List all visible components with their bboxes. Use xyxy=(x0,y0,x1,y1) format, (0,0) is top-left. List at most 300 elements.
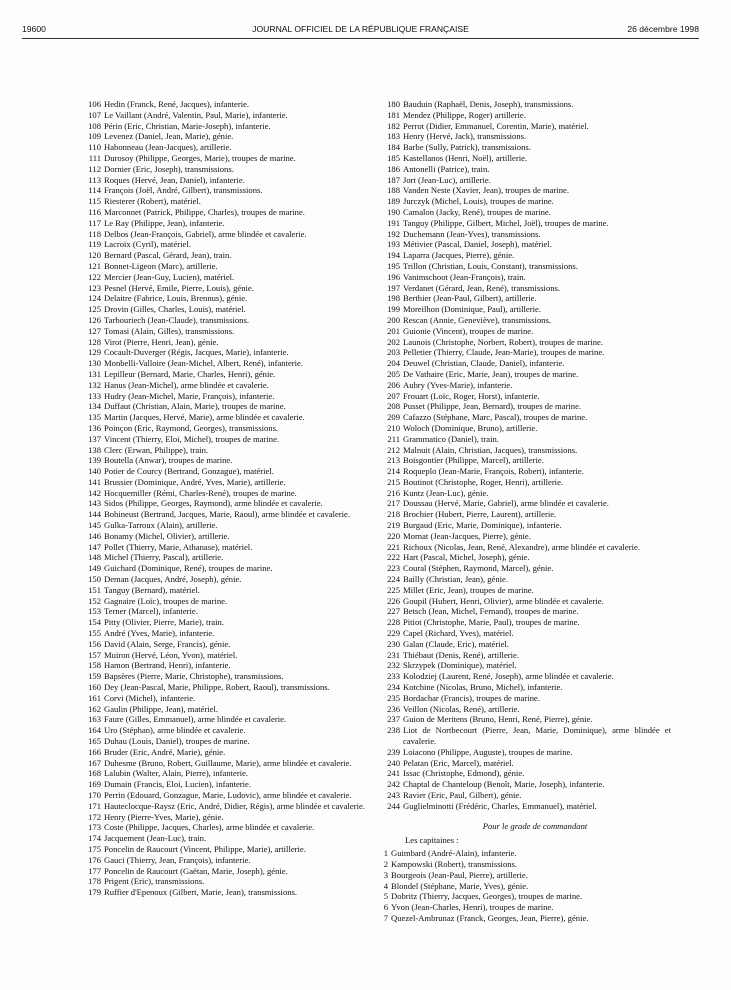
list-item xyxy=(80,520,380,531)
list-item xyxy=(80,628,380,639)
list-item xyxy=(379,596,671,607)
list-item xyxy=(379,848,671,859)
officer-entry: Uro (Stéphan), arme blindée et cavalerie. xyxy=(104,725,246,736)
list-item xyxy=(379,801,671,812)
section-subtitle: Les capitaines : xyxy=(405,835,459,846)
rank-number: 158 xyxy=(88,660,101,671)
list-item xyxy=(379,682,671,693)
list-item xyxy=(80,509,380,520)
list-item xyxy=(379,261,671,272)
officer-entry: Camalon (Jacky, René), troupes de marine. xyxy=(403,206,551,217)
right-column xyxy=(379,99,671,924)
officer-entry: Bonamy (Michel, Olivier), artillerie. xyxy=(104,530,230,541)
officer-entry: Veillon (Nicolas, René), artillerie. xyxy=(403,703,520,714)
list-item xyxy=(80,261,380,272)
rank-number: 227 xyxy=(387,606,400,617)
list-item xyxy=(379,902,671,913)
rank-number: 128 xyxy=(88,336,101,347)
rank-number: 189 xyxy=(387,196,400,207)
officer-entry: Bailly (Christian, Jean), génie. xyxy=(403,574,509,585)
officer-entry: Laparra (Jacques, Pierre), génie. xyxy=(403,250,515,261)
list-item xyxy=(379,488,671,499)
list-item xyxy=(80,164,380,175)
rank-number: 130 xyxy=(88,358,101,369)
list-item xyxy=(379,628,671,639)
rank-number: 210 xyxy=(387,422,400,433)
officer-entry: Kastellanos (Henri, Noël), artillerie. xyxy=(403,152,528,163)
list-item xyxy=(80,423,380,434)
officer-entry: Hocquemiller (Rémi, Charles-René), troupes de marine. xyxy=(104,487,297,498)
list-item xyxy=(80,185,380,196)
rank-number: 204 xyxy=(387,358,400,369)
rank-number: 109 xyxy=(88,131,101,142)
officer-entry: Corvi (Michel), infanterie. xyxy=(104,692,196,703)
list-item xyxy=(80,401,380,412)
rank-number: 226 xyxy=(387,595,400,606)
list-item xyxy=(80,391,380,402)
list-item xyxy=(379,326,671,337)
section-title: Pour le grade de commandant xyxy=(482,820,588,831)
officer-entry: Habonneau (Jean-Jacques), artillerie. xyxy=(104,142,232,153)
list-item xyxy=(379,229,671,240)
list-item xyxy=(379,315,671,326)
rank-number: 146 xyxy=(88,530,101,541)
list-item xyxy=(80,131,380,142)
rank-number: 127 xyxy=(88,325,101,336)
list-item xyxy=(80,725,380,736)
officer-entry: Coste (Philippe, Jacques, Charles), arme blindée et cavalerie. xyxy=(104,822,315,833)
right-column-list xyxy=(379,99,671,812)
officer-entry: Guglielminotti (Frédéric, Charles, Emmanuel), matériel. xyxy=(403,800,597,811)
list-item xyxy=(379,153,671,164)
officer-entry: Thiébaut (Denis, René), artillerie. xyxy=(403,649,519,660)
rank-number: 236 xyxy=(387,703,400,714)
officer-entry: Monbelli-Valloire (Jean-Michel, Albert, René), infanterie. xyxy=(104,358,304,369)
list-item xyxy=(80,833,380,844)
officer-entry: Hudry (Jean-Michel, Marie, François), infanterie. xyxy=(104,390,275,401)
list-item xyxy=(80,347,380,358)
rank-number: 197 xyxy=(387,282,400,293)
list-item xyxy=(379,531,671,542)
officer-entry: Dumain (Francis, Eloi, Lucien), infanterie. xyxy=(104,779,252,790)
journal-title: JOURNAL OFFICIEL DE LA RÉPUBLIQUE FRANÇAISE xyxy=(252,24,469,34)
list-item xyxy=(379,239,671,250)
list-item xyxy=(379,574,671,585)
rank-number: 219 xyxy=(387,520,400,531)
list-item xyxy=(80,110,380,121)
officer-entry: Bauduin (Raphaël, Denis, Joseph), transmissions. xyxy=(403,99,574,109)
list-item xyxy=(379,617,671,628)
list-item xyxy=(379,660,671,671)
list-item xyxy=(80,326,380,337)
rank-number: 121 xyxy=(88,260,101,271)
rank-number: 166 xyxy=(88,746,101,757)
list-item xyxy=(80,758,380,769)
officer-entry: Lacroix (Cyril), matériel. xyxy=(104,239,191,250)
rank-number: 235 xyxy=(387,692,400,703)
officer-entry: Guionie (Vincent), troupes de marine. xyxy=(403,325,534,336)
rank-number: 137 xyxy=(88,433,101,444)
officer-entry: Bonnet-Ligeon (Marc), artillerie. xyxy=(104,260,218,271)
rank-number: 169 xyxy=(88,779,101,790)
officer-entry: De Vathaire (Eric, Marie, Jean), troupes de marine. xyxy=(403,368,579,379)
rank-number: 229 xyxy=(387,628,400,639)
officer-entry: Poncelin de Raucourt (Gaëtan, Marie, Joseph), génie. xyxy=(104,865,288,876)
officer-entry: Capel (Richard, Yves), matériel. xyxy=(403,628,514,639)
list-item xyxy=(379,445,671,456)
officer-entry: Marconnet (Patrick, Philippe, Charles), troupes de marine. xyxy=(104,206,305,217)
officer-entry: Coural (Stéphen, Raymond, Marcel), génie. xyxy=(403,563,554,574)
rank-number: 174 xyxy=(88,833,101,844)
list-item xyxy=(80,563,380,574)
list-item xyxy=(379,859,671,870)
list-item xyxy=(80,682,380,693)
list-item xyxy=(80,855,380,866)
page-header xyxy=(22,24,699,38)
rank-number: 212 xyxy=(387,444,400,455)
rank-number: 7 xyxy=(383,912,388,923)
list-item xyxy=(379,477,671,488)
officer-entry: Barbe (Sully, Patrick), transmissions. xyxy=(403,142,531,153)
list-item xyxy=(80,315,380,326)
officer-entry: Roques (Hervé, Jean, Daniel), infanterie. xyxy=(104,174,245,185)
officer-entry: Pitty (Olivier, Pierre, Marie), train. xyxy=(104,617,224,628)
rank-number: 154 xyxy=(88,617,101,628)
rank-number: 129 xyxy=(88,347,101,358)
rank-number: 181 xyxy=(387,109,400,120)
officer-entry: Delbos (Jean-François, Gabriel), arme blindée et cavalerie. xyxy=(104,228,307,239)
rank-number: 186 xyxy=(387,163,400,174)
officer-entry: Martin (Jacques, Hervé, Marie), arme blindée et cavalerie. xyxy=(104,412,305,423)
officer-entry: Ruffier d'Epenoux (Gilbert, Marie, Jean), transmissions. xyxy=(104,887,298,898)
rank-number: 215 xyxy=(387,476,400,487)
rank-number: 188 xyxy=(387,185,400,196)
list-item xyxy=(379,142,671,153)
list-item xyxy=(80,196,380,207)
list-item xyxy=(379,99,671,110)
officer-entry: Kampowski (Robert), transmissions. xyxy=(391,858,518,869)
officer-entry: Vanimschoot (Jean-François), train. xyxy=(403,271,526,282)
officer-entry: Brochier (Hubert, Pierre, Laurent), artillerie. xyxy=(403,509,557,520)
list-item xyxy=(379,779,671,790)
list-item xyxy=(80,229,380,240)
officer-entry: Gauci (Thierry, Jean, François), infanterie. xyxy=(104,854,251,865)
rank-number: 194 xyxy=(387,250,400,261)
list-item xyxy=(80,650,380,661)
officer-entry: Sidos (Philippe, Georges, Raymond), arme blindée et cavalerie. xyxy=(104,498,323,509)
list-item xyxy=(80,369,380,380)
list-item xyxy=(379,913,671,924)
rank-number: 176 xyxy=(88,854,101,865)
rank-number: 118 xyxy=(88,228,101,239)
officer-entry: Pesnel (Hervé, Emile, Pierre, Louis), génie. xyxy=(104,282,254,293)
list-item xyxy=(80,585,380,596)
list-item xyxy=(80,747,380,758)
officer-entry: Bernard (Pascal, Gérard, Jean), train. xyxy=(104,250,232,261)
officer-entry: Deman (Jacques, André, Joseph), génie. xyxy=(104,574,242,585)
officer-entry: Duhesme (Bruno, Robert, Guillaume, Marie), arme blindée et cavalerie. xyxy=(104,757,352,768)
rank-number: 223 xyxy=(387,563,400,574)
rank-number: 110 xyxy=(88,142,101,153)
list-item xyxy=(379,175,671,186)
list-item xyxy=(379,563,671,574)
officer-entry: Hart (Pascal, Michel, Joseph), génie. xyxy=(403,552,530,563)
officer-entry: Duhau (Louis, Daniel), troupes de marine. xyxy=(104,736,250,747)
officer-entry: Bourgeois (Jean-Paul, Pierre), artillerie. xyxy=(391,869,528,880)
rank-number: 151 xyxy=(88,584,101,595)
officer-entry: Skrzypek (Dominique), matériel. xyxy=(403,660,517,671)
rank-number: 211 xyxy=(387,433,400,444)
list-item xyxy=(379,639,671,650)
list-item xyxy=(80,552,380,563)
officer-entry: Bruder (Eric, André, Marie), génie. xyxy=(104,746,226,757)
officer-entry: Launois (Christophe, Norbert, Robert), troupes de marine. xyxy=(403,336,603,347)
officer-entry: Jurczyk (Michel, Louis), troupes de marine. xyxy=(403,196,554,207)
rank-number: 1 xyxy=(383,848,388,859)
officer-entry: Deuwel (Christian, Claude, Daniel), infanterie. xyxy=(403,358,565,369)
list-item xyxy=(80,434,380,445)
rank-number: 112 xyxy=(88,163,101,174)
officer-entry: Jacquement (Jean-Luc), train. xyxy=(104,833,207,844)
rank-number: 153 xyxy=(88,606,101,617)
officer-entry: Muiron (Hervé, Léon, Yvon), matériel. xyxy=(104,649,238,660)
list-item xyxy=(80,293,380,304)
rank-number: 114 xyxy=(88,185,101,196)
rank-number: 140 xyxy=(88,466,101,477)
officer-entry: Perrin (Edouard, Gonzague, Marie, Ludovic), arme blindée et cavalerie. xyxy=(104,790,352,800)
officer-entry: Vanden Neste (Xavier, Jean), troupes de marine. xyxy=(403,185,569,196)
officer-entry: Verdanet (Gérard, Jean, René), transmissions. xyxy=(403,282,561,293)
officer-entry: Dornier (Eric, Joseph), transmissions. xyxy=(104,163,234,174)
officer-entry: Ravier (Eric, Paul, Gilbert), génie. xyxy=(403,790,522,800)
officer-entry: Pelletier (Thierry, Claude, Jean-Marie), troupes de marine. xyxy=(403,347,605,358)
rank-number: 142 xyxy=(88,487,101,498)
rank-number: 113 xyxy=(88,174,101,185)
rank-number: 124 xyxy=(88,293,101,304)
list-item xyxy=(80,574,380,585)
list-item xyxy=(80,714,380,725)
rank-number: 131 xyxy=(88,368,101,379)
officer-entry: Gaulin (Philippe, Jean), matériel. xyxy=(104,703,219,714)
rank-number: 135 xyxy=(88,412,101,423)
officer-entry: Virot (Pierre, Henri, Jean), génie. xyxy=(104,336,219,347)
rank-number: 214 xyxy=(387,466,400,477)
rank-number: 180 xyxy=(387,99,400,109)
rank-number: 195 xyxy=(387,260,400,271)
officer-entry: Aubry (Yves-Marie), infanterie. xyxy=(403,379,513,390)
officer-entry: Bohineust (Bertrand, Jacques, Marie, Raoul), arme blindée et cavalerie. xyxy=(104,509,351,520)
list-item xyxy=(379,671,671,682)
list-item xyxy=(379,714,671,725)
list-item xyxy=(80,736,380,747)
officer-entry: Levenez (Daniel, Jean, Marie), génie. xyxy=(104,131,234,142)
officer-entry: Mornat (Jean-Jacques, Pierre), génie. xyxy=(403,530,531,541)
rank-number: 111 xyxy=(88,152,101,163)
list-item xyxy=(80,99,380,110)
list-item xyxy=(379,337,671,348)
rank-number: 125 xyxy=(88,304,101,315)
officer-entry: André (Yves, Marie), infanterie. xyxy=(104,628,215,639)
list-item xyxy=(80,801,380,812)
officer-entry: Grammatico (Daniel), train. xyxy=(403,433,499,444)
officer-entry: Trillon (Christian, Louis, Constant), transmissions. xyxy=(403,260,578,271)
rank-number: 134 xyxy=(88,401,101,412)
list-item xyxy=(379,131,671,142)
list-item xyxy=(80,477,380,488)
rank-number: 117 xyxy=(88,217,101,228)
rank-number: 237 xyxy=(387,714,400,725)
officer-entry: Bapsères (Pierre, Marie, Christophe), transmissions. xyxy=(104,671,284,682)
rank-number: 220 xyxy=(387,530,400,541)
officer-entry: Poncelin de Raucourt (Vincent, Philippe, Marie), artillerie. xyxy=(104,843,306,854)
list-item xyxy=(379,704,671,715)
list-item xyxy=(379,891,671,902)
rank-number: 225 xyxy=(387,584,400,595)
rank-number: 216 xyxy=(387,487,400,498)
rank-number: 179 xyxy=(88,887,101,898)
list-item xyxy=(379,164,671,175)
officer-entry: Guichard (Dominique, René), troupes de marine. xyxy=(104,563,273,574)
rank-number: 192 xyxy=(387,228,400,239)
rank-number: 4 xyxy=(383,880,388,891)
rank-number: 3 xyxy=(383,869,388,880)
list-item xyxy=(80,455,380,466)
list-item xyxy=(379,881,671,892)
list-item xyxy=(379,423,671,434)
list-item xyxy=(80,121,380,132)
officer-entry: Pitiot (Christophe, Marie, Paul), troupes de marine. xyxy=(403,617,580,628)
rank-number: 213 xyxy=(387,455,400,466)
page-number: 19600 xyxy=(22,24,46,34)
rank-number: 172 xyxy=(88,811,101,822)
officer-entry: Tomasi (Alain, Gilles), transmissions. xyxy=(104,325,235,336)
list-item xyxy=(80,704,380,715)
list-item xyxy=(80,466,380,477)
officer-entry: Drovin (Gilles, Charles, Louis), matériel. xyxy=(104,304,246,315)
officer-entry: Berthier (Jean-Paul, Gilbert), artillerie. xyxy=(403,293,537,304)
rank-number: 241 xyxy=(387,768,400,779)
list-item xyxy=(379,218,671,229)
rank-number: 122 xyxy=(88,271,101,282)
officer-entry: Boisgontier (Philippe, Marcel), artillerie. xyxy=(403,455,544,466)
officer-entry: Mercier (Jean-Guy, Lucien), matériel. xyxy=(104,271,235,282)
list-item xyxy=(80,380,380,391)
list-item xyxy=(379,520,671,531)
list-item xyxy=(379,196,671,207)
rank-number: 156 xyxy=(88,638,101,649)
rank-number: 106 xyxy=(88,99,101,109)
rank-number: 119 xyxy=(88,239,101,250)
rank-number: 217 xyxy=(387,498,400,509)
officer-entry: Goupil (Hubert, Henri, Olivier), arme blindée et cavalerie. xyxy=(403,595,604,606)
officer-entry: Galan (Claude, Eric), matériel. xyxy=(403,638,509,649)
rank-number: 170 xyxy=(88,790,101,800)
officer-entry: Pusset (Philippe, Jean, Bernard), troupes de marine. xyxy=(403,401,582,412)
list-item xyxy=(80,239,380,250)
list-item xyxy=(80,153,380,164)
list-item xyxy=(80,175,380,186)
officer-entry: Issac (Christophe, Edmond), génie. xyxy=(403,768,525,779)
rank-number: 171 xyxy=(88,800,101,811)
rank-number: 145 xyxy=(88,520,101,531)
rank-number: 177 xyxy=(88,865,101,876)
list-item xyxy=(379,509,671,520)
list-item xyxy=(80,660,380,671)
rank-number: 107 xyxy=(88,109,101,120)
list-item xyxy=(379,434,671,445)
list-item xyxy=(379,250,671,261)
list-item xyxy=(80,606,380,617)
rank-number: 187 xyxy=(387,174,400,185)
list-item xyxy=(80,596,380,607)
rank-number: 149 xyxy=(88,563,101,574)
officer-entry: Antonelli (Patrice), train. xyxy=(403,163,490,174)
rank-number: 209 xyxy=(387,412,400,423)
list-item xyxy=(379,466,671,477)
officer-entry: Roqueplo (Jean-Marie, François, Robert), infanterie. xyxy=(403,466,584,477)
rank-number: 136 xyxy=(88,422,101,433)
officer-entry: Doussau (Hervé, Marie, Gabriel), arme blindée et cavalerie. xyxy=(403,498,609,509)
officer-entry: Tanguy (Bernard), matériel. xyxy=(104,584,200,595)
officer-entry: Delaitre (Fabrice, Louis, Brennus), génie. xyxy=(104,293,248,304)
officer-entry: Vincent (Thierry, Eloi, Michel), troupes de marine. xyxy=(104,433,280,444)
list-item xyxy=(80,207,380,218)
officer-entry: Périn (Eric, Christian, Marie-Joseph), infanterie. xyxy=(104,120,271,131)
list-item xyxy=(379,401,671,412)
officer-entry: Liot de Nortbecourt (Pierre, Jean, Marie, Dominique), arme blindée et cavalerie. xyxy=(403,725,671,747)
list-item xyxy=(80,498,380,509)
rank-number: 168 xyxy=(88,768,101,779)
officer-entry: Le Vaillant (André, Valentin, Paul, Marie), infanterie. xyxy=(104,109,288,120)
rank-number: 239 xyxy=(387,746,400,757)
list-item xyxy=(379,121,671,132)
list-item xyxy=(379,870,671,881)
rank-number: 228 xyxy=(387,617,400,628)
rank-number: 133 xyxy=(88,390,101,401)
list-item xyxy=(379,272,671,283)
rank-number: 203 xyxy=(387,347,400,358)
rank-number: 164 xyxy=(88,725,101,736)
officer-entry: Quezel-Ambrunaz (Franck, Georges, Jean, Pierre), génie. xyxy=(391,912,589,923)
list-item xyxy=(379,380,671,391)
rank-number: 182 xyxy=(387,120,400,131)
officer-entry: Tanguy (Philippe, Gilbert, Michel, Joël), troupes de marine. xyxy=(403,217,609,228)
rank-number: 148 xyxy=(88,552,101,563)
officer-entry: Kuntz (Jean-Luc), génie. xyxy=(403,487,489,498)
list-item xyxy=(80,542,380,553)
list-item xyxy=(80,812,380,823)
rank-number: 143 xyxy=(88,498,101,509)
officer-entry: Burgaud (Eric, Marie, Dominique), infanterie. xyxy=(403,520,562,531)
list-item xyxy=(379,304,671,315)
officer-entry: Rescan (Annie, Geneviève), transmissions. xyxy=(403,314,551,325)
list-item xyxy=(80,887,380,898)
rank-number: 190 xyxy=(387,206,400,217)
officer-entry: Guion de Meritens (Bruno, Henri, René, Pierre), génie. xyxy=(403,714,593,725)
list-item xyxy=(379,358,671,369)
rank-number: 167 xyxy=(88,757,101,768)
rank-number: 150 xyxy=(88,574,101,585)
officer-entry: Henry (Hervé, Jack), transmissions. xyxy=(403,131,527,142)
list-item xyxy=(379,585,671,596)
rank-number: 234 xyxy=(387,682,400,693)
list-item xyxy=(379,412,671,423)
rank-number: 175 xyxy=(88,843,101,854)
officer-entry: Potier de Courcy (Bertrand, Gonzague), matériel. xyxy=(104,466,274,477)
officer-entry: Guimbard (André-Alain), infanterie. xyxy=(391,848,517,859)
rank-number: 160 xyxy=(88,682,101,693)
rank-number: 159 xyxy=(88,671,101,682)
